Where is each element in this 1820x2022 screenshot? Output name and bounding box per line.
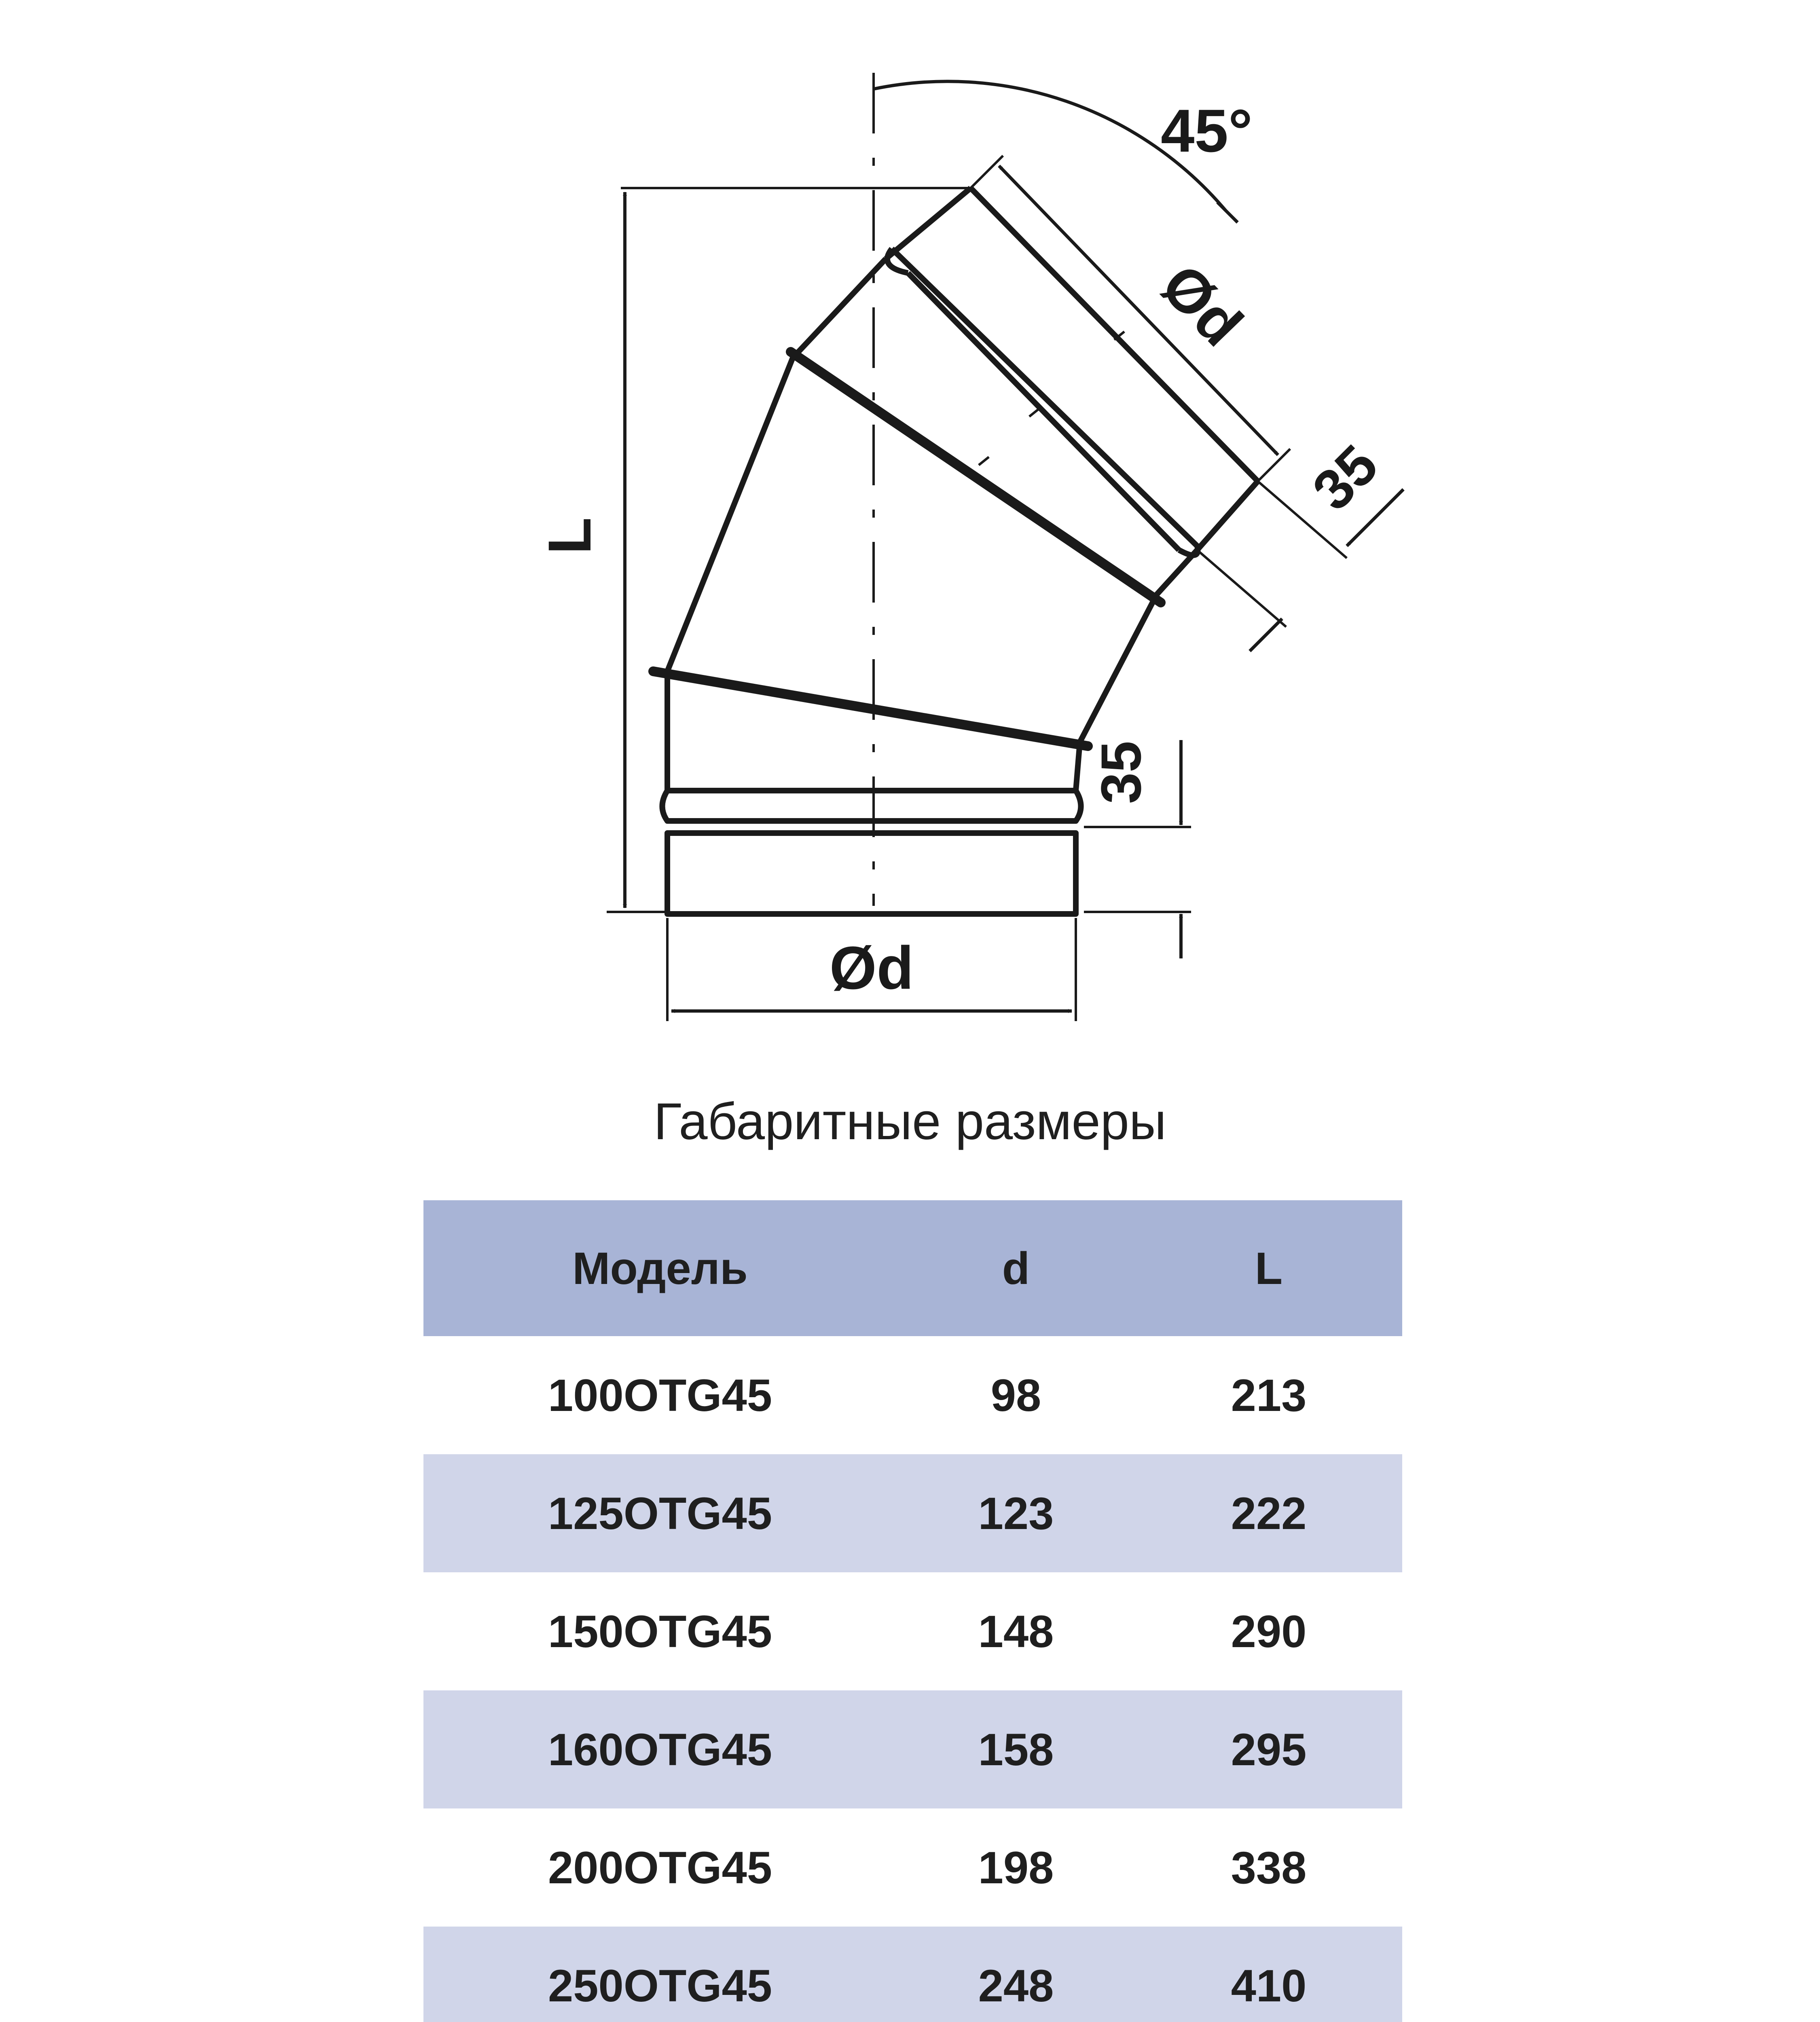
cell-l: 213 xyxy=(1231,1370,1307,1421)
header-model: Модель xyxy=(423,1200,897,1336)
dimension-socket-bottom-label: 35 xyxy=(1089,741,1153,804)
cell-d: 98 xyxy=(990,1370,1041,1421)
dimension-socket-top xyxy=(1197,481,1403,651)
cell-model: 160OTG45 xyxy=(423,1690,897,1808)
cell-l: 410 xyxy=(1135,1927,1402,2022)
cell-d: 198 xyxy=(978,1842,1054,1893)
dimension-socket-top-label: 35 xyxy=(1300,433,1390,522)
cell-l: 295 xyxy=(1135,1690,1402,1808)
cell-d: 123 xyxy=(897,1454,1135,1572)
cell-model: 250OTG45 xyxy=(423,1927,897,2022)
cell-l: 290 xyxy=(1231,1606,1307,1657)
table-row xyxy=(423,1927,1402,2022)
dimension-diameter-bottom-label: Ød xyxy=(829,934,914,1002)
cell-model: 125OTG45 xyxy=(423,1454,897,1572)
table-row xyxy=(423,1336,1402,1454)
dimension-diameter-top-label: Ød xyxy=(1148,251,1256,359)
dimensions-table xyxy=(423,1200,1402,2022)
table-header-row xyxy=(423,1200,1402,1336)
cell-model: 100OTG45 xyxy=(548,1370,772,1421)
dimension-L-label: L xyxy=(535,517,603,554)
table-row xyxy=(423,1808,1402,1927)
angle-tick xyxy=(1217,202,1238,222)
joint-seams xyxy=(653,352,1161,746)
angle-label: 45° xyxy=(1161,97,1253,165)
cell-l: 338 xyxy=(1231,1842,1307,1893)
cell-l: 222 xyxy=(1135,1454,1402,1572)
cell-d: 248 xyxy=(897,1927,1135,2022)
top-bead xyxy=(887,249,1198,555)
table-row xyxy=(423,1572,1402,1690)
cell-d: 148 xyxy=(978,1606,1054,1657)
header-d: d xyxy=(897,1200,1135,1336)
header-l: L xyxy=(1135,1200,1402,1336)
cell-model: 150OTG45 xyxy=(548,1606,772,1657)
section-title: Габаритные размеры xyxy=(654,1093,1166,1151)
table-row xyxy=(423,1454,1402,1572)
table-row xyxy=(423,1690,1402,1808)
cell-d: 158 xyxy=(897,1690,1135,1808)
cell-model: 200OTG45 xyxy=(548,1842,772,1893)
